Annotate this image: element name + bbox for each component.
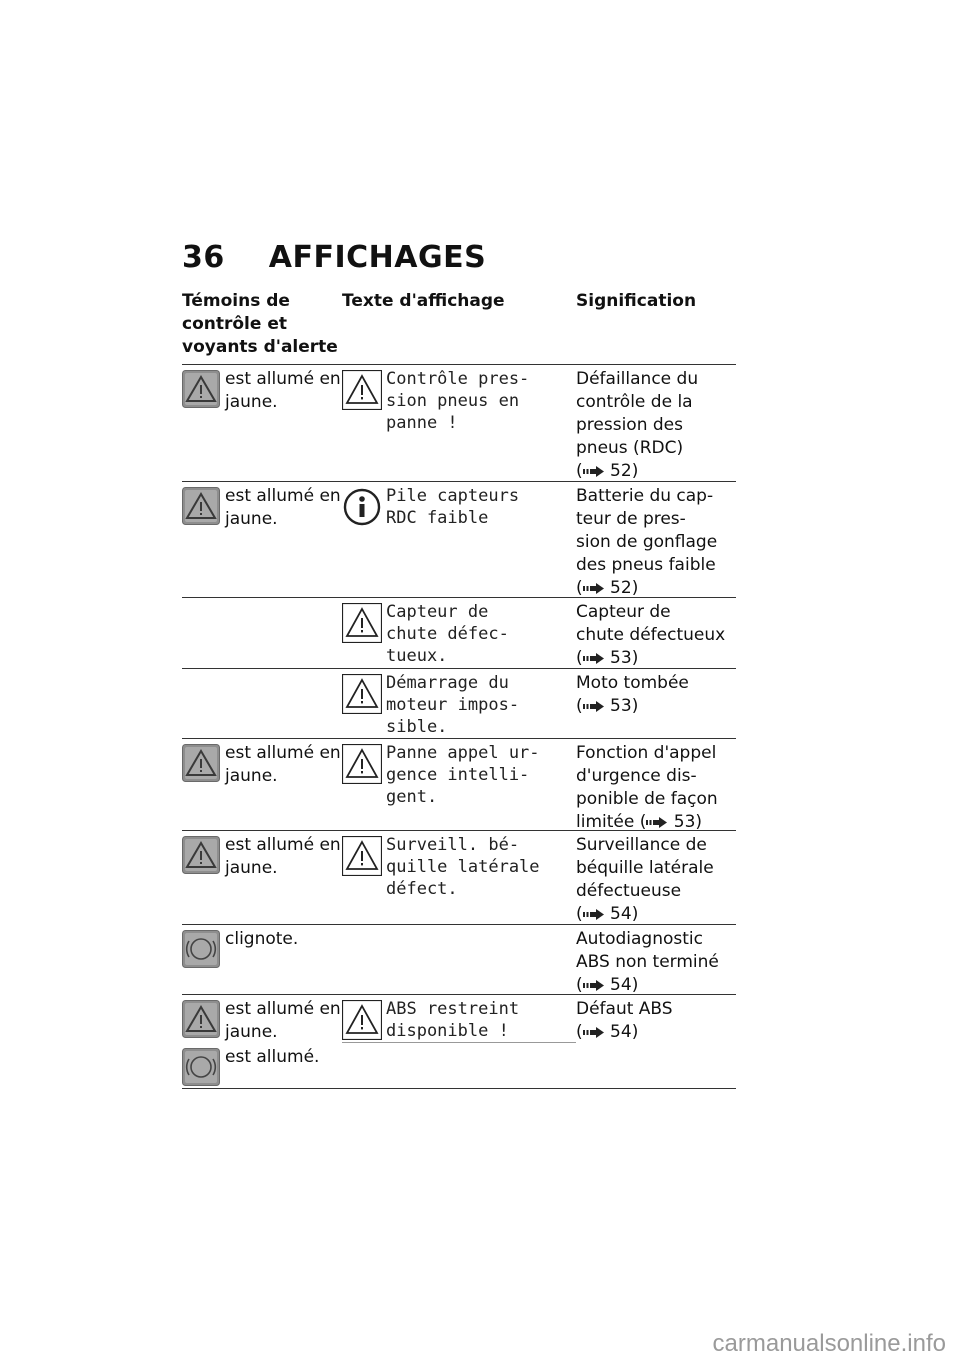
- meaning-text: Moto tombée: [576, 673, 689, 693]
- row-divider: [342, 1042, 576, 1043]
- table-row: [182, 924, 736, 994]
- meaning-text: Autodiagnostic ABS non terminé: [576, 929, 719, 972]
- lamp-status-text: clignote.: [225, 929, 299, 949]
- page-reference-link[interactable]: 52: [610, 578, 632, 598]
- column-header-lamps: Témoins de contrôle et voyants d'alerte: [182, 291, 338, 357]
- warning-lamp-icon: [182, 744, 220, 782]
- column-header-meaning: Signification: [576, 291, 697, 311]
- abs-lamp-icon: [182, 930, 220, 968]
- warning-triangle-icon: [342, 744, 382, 784]
- lamp-cell: [182, 601, 342, 668]
- page-number: 36: [182, 240, 225, 275]
- meaning-cell: Défaut ABS ( 54): [576, 999, 673, 1042]
- warning-triangle-icon: [342, 674, 382, 714]
- warning-lamp-icon: [182, 836, 220, 874]
- meaning-cell: Capteur de chute défectueux ( 53): [576, 602, 726, 668]
- reference-arrow-icon: [583, 980, 605, 991]
- lamp-cell: [182, 485, 342, 597]
- lamp-status-text: est allumé en jaune.: [225, 835, 341, 878]
- lamp-cell: [182, 368, 342, 481]
- table-row: [182, 668, 736, 738]
- lamp-cell: [182, 998, 342, 1089]
- display-text: Pile capteurs RDC faible: [386, 486, 520, 528]
- lamp-status-text: est allumé en jaune.: [225, 369, 341, 412]
- warning-triangle-icon: [342, 370, 382, 410]
- display-cell: [342, 998, 576, 1089]
- display-cell: [342, 485, 576, 597]
- page-reference-link[interactable]: 54: [610, 975, 632, 995]
- table-bottom-rule: [182, 1088, 736, 1089]
- reference-arrow-icon: [583, 1027, 605, 1038]
- page-reference-link[interactable]: 53: [673, 812, 696, 832]
- display-text: ABS restreint disponible !: [386, 999, 520, 1041]
- abs-lamp-icon: [182, 1048, 220, 1086]
- lamp-status-text: est allumé.: [225, 1047, 320, 1067]
- meaning-cell: Autodiagnostic ABS non terminé ( 54): [576, 929, 719, 995]
- reference-arrow-icon: [583, 583, 605, 594]
- meaning-text: Batterie du cap- teur de pres- sion de gonflage des pneus faible: [576, 486, 718, 575]
- reference-arrow-icon: [646, 817, 668, 828]
- reference-arrow-icon: [583, 653, 605, 664]
- page-header: [182, 240, 486, 275]
- table-row: [182, 597, 736, 668]
- meaning-text: Défaillance du contrôle de la pression des pneus (RDC): [576, 369, 699, 458]
- table-row: [182, 738, 736, 830]
- meaning-text: Fonction d'appel d'urgence dis- ponible de façon limitée: [576, 743, 718, 832]
- lamp-cell: [182, 672, 342, 738]
- meaning-cell: Surveillance de béquille latérale défectueuse ( 54): [576, 835, 714, 924]
- display-cell: [342, 928, 576, 994]
- lamp-cell: [182, 834, 342, 924]
- reference-arrow-icon: [583, 909, 605, 920]
- info-icon: [342, 487, 382, 527]
- meaning-cell: Fonction d'appel d'urgence dis- ponible de façon limitée ( 53): [576, 743, 718, 832]
- display-cell: [342, 834, 576, 924]
- display-text: Capteur de chute défec- tueux.: [386, 602, 509, 666]
- meaning-text: Surveillance de béquille latérale défectueuse: [576, 835, 714, 901]
- lamp-cell: [182, 742, 342, 830]
- display-text: Panne appel ur- gence intelli- gent.: [386, 743, 540, 807]
- meaning-cell: Batterie du cap- teur de pres- sion de gonflage des pneus faible ( 52): [576, 486, 718, 598]
- watermark: carmanualsonline.info: [712, 1330, 946, 1357]
- display-cell: [342, 368, 576, 481]
- page-reference-link[interactable]: 54: [610, 1022, 632, 1042]
- lamp-status-text: est allumé en jaune.: [225, 486, 341, 529]
- table-row: [182, 481, 736, 597]
- page-reference-link[interactable]: 53: [610, 648, 632, 668]
- reference-arrow-icon: [583, 701, 605, 712]
- meaning-text: Défaut ABS: [576, 999, 673, 1019]
- warning-lamp-icon: [182, 487, 220, 525]
- lamp-status-text: est allumé en jaune.: [225, 743, 341, 786]
- table-row: [182, 830, 736, 924]
- page-reference-link[interactable]: 53: [610, 696, 632, 716]
- column-header-display-text: Texte d'affichage: [342, 291, 505, 311]
- table-header: [182, 290, 736, 364]
- table-row: [182, 364, 736, 481]
- section-title: AFFICHAGES: [268, 240, 487, 275]
- display-cell: [342, 601, 576, 668]
- page-reference-link[interactable]: 52: [610, 461, 632, 481]
- display-text: Contrôle pres- sion pneus en panne !: [386, 369, 530, 433]
- warning-lamp-icon: [182, 1000, 220, 1038]
- display-text: Surveill. bé- quille latérale défect.: [386, 835, 540, 899]
- reference-arrow-icon: [583, 466, 605, 477]
- page-reference-link[interactable]: 54: [610, 904, 632, 924]
- lamp-cell: [182, 928, 342, 994]
- meaning-cell: Défaillance du contrôle de la pression des pneus (RDC) ( 52): [576, 369, 699, 481]
- warning-triangle-icon: [342, 603, 382, 643]
- meaning-cell: Moto tombée ( 53): [576, 673, 689, 716]
- display-cell: [342, 672, 576, 738]
- table-row: [182, 994, 736, 1089]
- warning-triangle-icon: [342, 836, 382, 876]
- display-cell: [342, 742, 576, 830]
- display-text: Démarrage du moteur impos- sible.: [386, 673, 520, 737]
- lamp-status-text: est allumé en jaune.: [225, 999, 341, 1042]
- warning-lamp-icon: [182, 370, 220, 408]
- meaning-text: Capteur de chute défectueux: [576, 602, 726, 645]
- indicator-table: [182, 290, 736, 1089]
- warning-triangle-icon: [342, 1000, 382, 1040]
